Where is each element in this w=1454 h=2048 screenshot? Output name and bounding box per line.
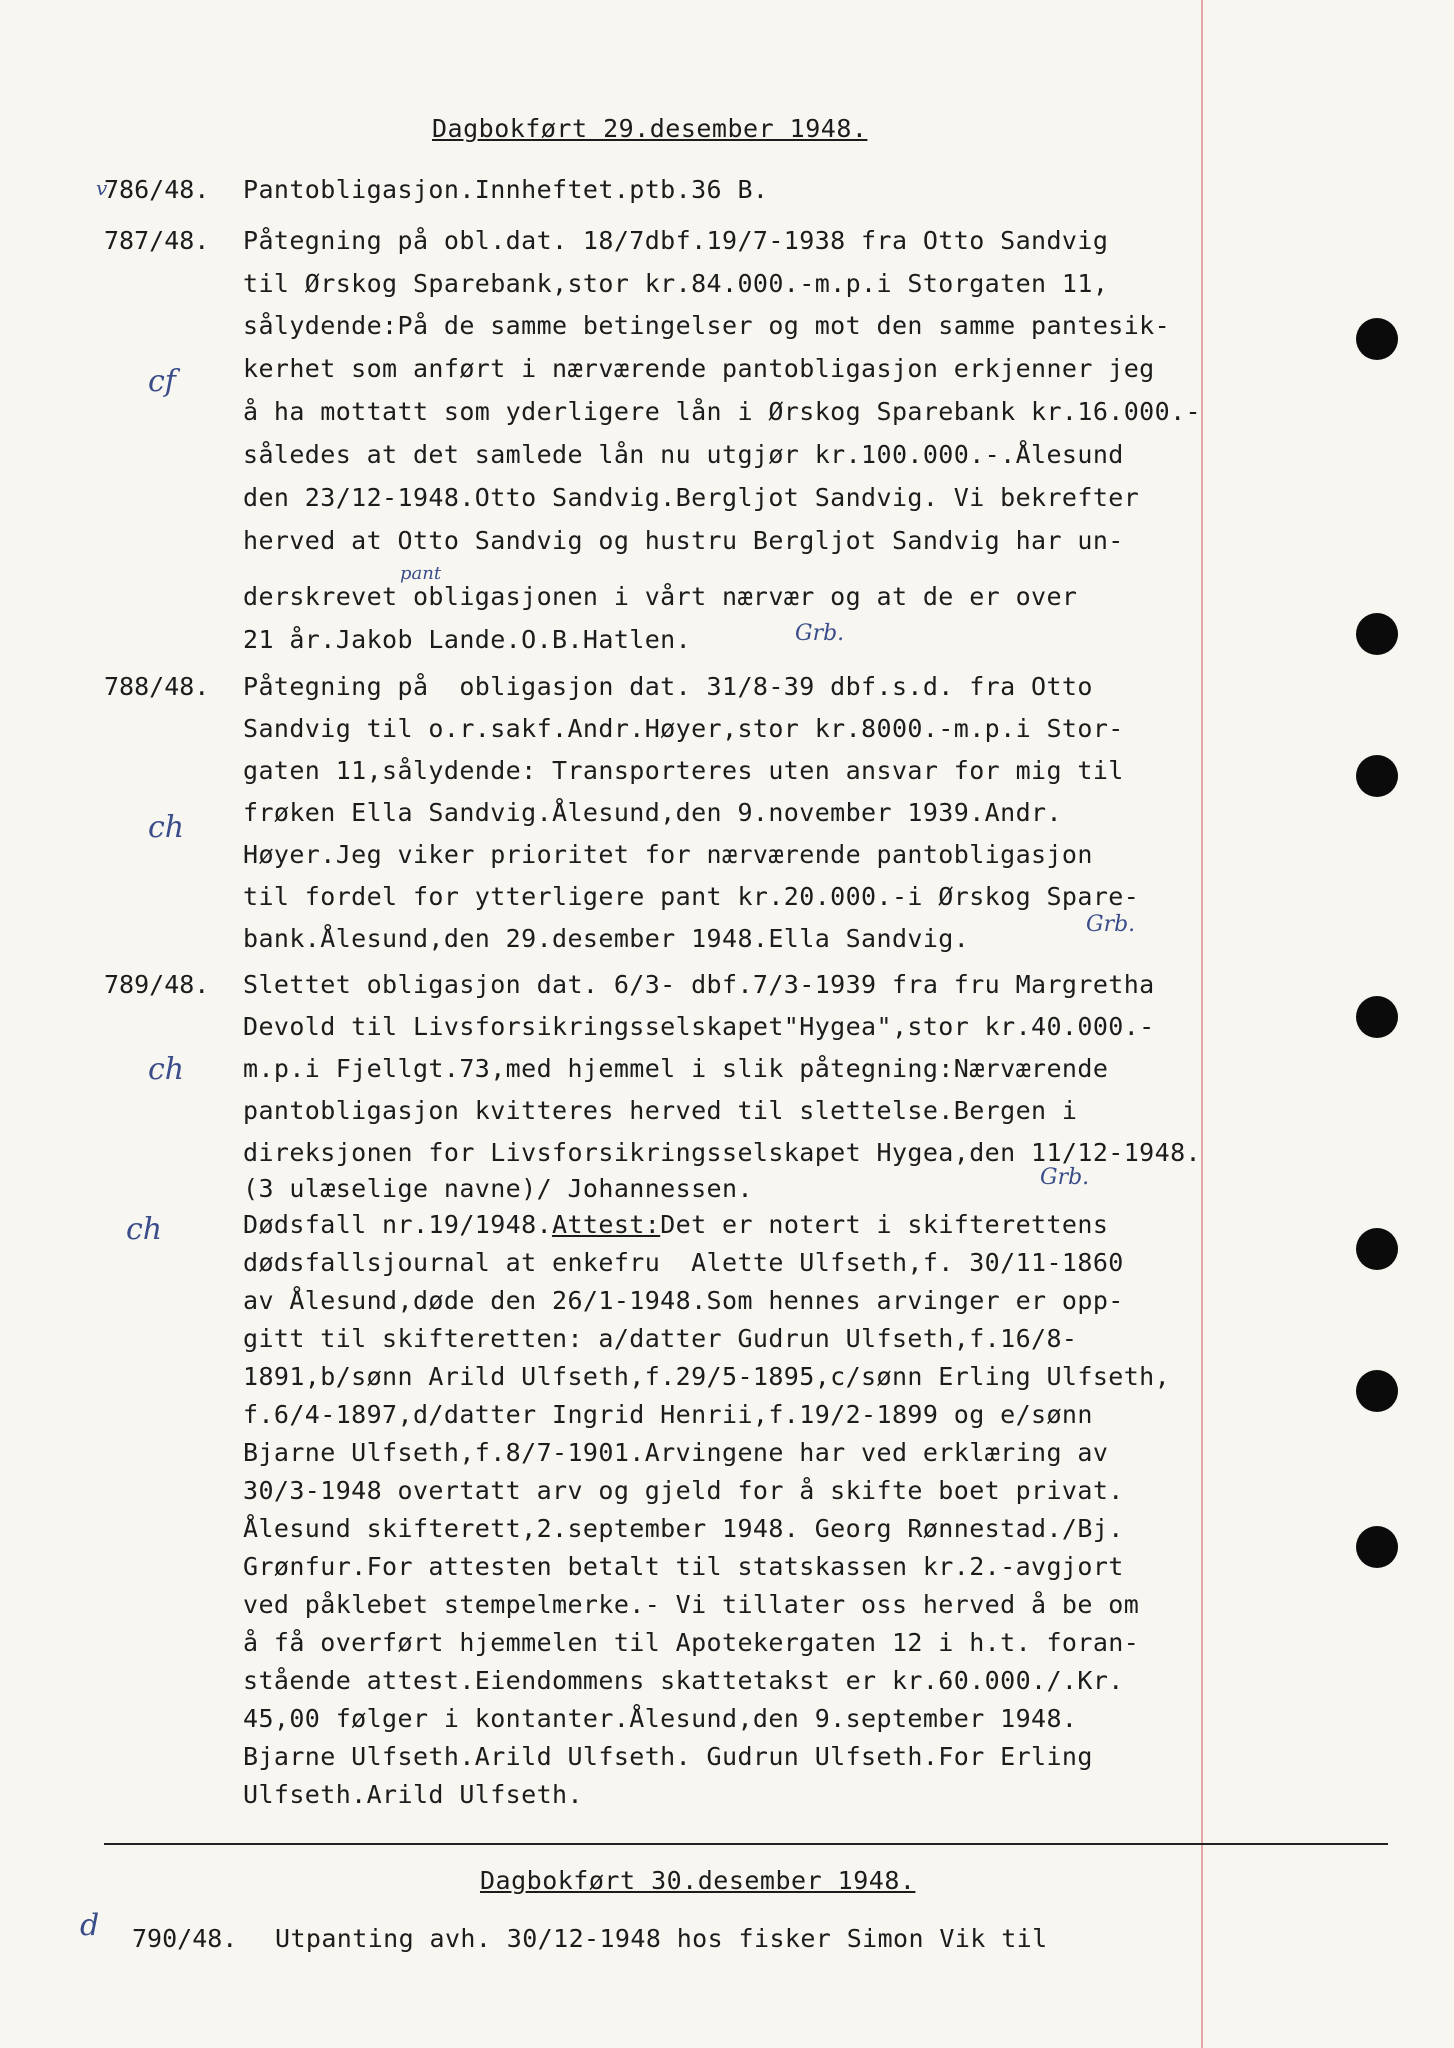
punch-hole bbox=[1356, 755, 1398, 797]
entry-line: gaten 11,sålydende: Transporteres uten ansvar for mig til bbox=[243, 756, 1124, 785]
entry-line: (3 ulæselige navne)/ Johannessen. bbox=[243, 1174, 753, 1203]
margin-initials: ch bbox=[148, 810, 185, 845]
entry-line: Pantobligasjon.Innheftet.ptb.36 B. bbox=[243, 175, 769, 204]
attest-line: å få overført hjemmelen til Apotekergaten 12 i h.t. foran- bbox=[243, 1628, 1140, 1657]
entry-line: til fordel for ytterligere pant kr.20.000.-i Ørskog Spare- bbox=[243, 882, 1140, 911]
attest-line: 30/3-1948 overtatt arv og gjeld for å skifte boet privat. bbox=[243, 1476, 1124, 1505]
check-mark: v bbox=[96, 176, 108, 200]
entry-line: således at det samlede lån nu utgjør kr.100.000.-.Ålesund bbox=[243, 440, 1124, 469]
entry-number: 788/48. bbox=[104, 672, 210, 701]
attest-line: 45,00 følger i kontanter.Ålesund,den 9.september 1948. bbox=[243, 1704, 1078, 1733]
attest-label: Attest: bbox=[552, 1210, 661, 1239]
handwritten-signature: Grb. bbox=[795, 621, 845, 646]
entry-line: den 23/12-1948.Otto Sandvig.Bergljot Sandvig. Vi bekrefter bbox=[243, 483, 1140, 512]
attest-line: Bjarne Ulfseth,f.8/7-1901.Arvingene har ved erklæring av bbox=[243, 1438, 1109, 1467]
entry-line: kerhet som anført i nærværende pantobligasjon erkjenner jeg bbox=[243, 354, 1155, 383]
attest-line: gitt til skifteretten: a/datter Gudrun Ulfseth,f.16/8- bbox=[243, 1324, 1078, 1353]
punch-hole bbox=[1356, 1370, 1398, 1412]
entry-line: Påtegning på obligasjon dat. 31/8-39 dbf.s.d. fra Otto bbox=[243, 672, 1093, 701]
entry-line: Sandvig til o.r.sakf.Andr.Høyer,stor kr.8000.-m.p.i Stor- bbox=[243, 714, 1124, 743]
entry-line: sålydende:På de samme betingelser og mot den samme pantesik- bbox=[243, 311, 1171, 340]
entry-line: Påtegning på obl.dat. 18/7dbf.19/7-1938 fra Otto Sandvig bbox=[243, 226, 1109, 255]
attest-line: Ålesund skifterett,2.september 1948. Georg Rønnestad./Bj. bbox=[243, 1514, 1124, 1543]
entry-line: å ha mottatt som yderligere lån i Ørskog Sparebank kr.16.000.- bbox=[243, 397, 1201, 426]
entry-line: derskrevet obligasjonen i vårt nærvær og at de er over bbox=[243, 582, 1078, 611]
entry-line: Utpanting avh. 30/12-1948 hos fisker Simon Vik til bbox=[275, 1924, 1048, 1953]
entry-line: 21 år.Jakob Lande.O.B.Hatlen. bbox=[243, 625, 692, 654]
margin-line bbox=[1201, 0, 1203, 2048]
entry-number: 787/48. bbox=[104, 226, 210, 255]
margin-initials: d bbox=[80, 1908, 100, 1943]
entry-line: direksjonen for Livsforsikringsselskapet Hygea,den 11/12-1948. bbox=[243, 1138, 1201, 1167]
handwritten-signature: Grb. bbox=[1040, 1165, 1090, 1190]
attest-rest: Det er notert i skifterettens bbox=[660, 1210, 1109, 1239]
margin-initials: cf bbox=[148, 364, 176, 399]
punch-hole bbox=[1356, 613, 1398, 655]
entry-line: bank.Ålesund,den 29.desember 1948.Ella Sandvig. bbox=[243, 924, 970, 953]
heading-dagbok-29: Dagbokført 29.desember 1948. bbox=[432, 114, 868, 143]
attest-first-line bbox=[243, 1210, 1108, 1239]
attest-line: ved påklebet stempelmerke.- Vi tillater oss herved å be om bbox=[243, 1590, 1140, 1619]
punch-hole bbox=[1356, 1526, 1398, 1568]
attest-line: Grønfur.For attesten betalt til statskassen kr.2.-avgjort bbox=[243, 1552, 1124, 1581]
attest-line: dødsfallsjournal at enkefru Alette Ulfseth,f. 30/11-1860 bbox=[243, 1248, 1124, 1277]
punch-hole bbox=[1356, 318, 1398, 360]
entry-line: til Ørskog Sparebank,stor kr.84.000.-m.p.i Storgaten 11, bbox=[243, 269, 1109, 298]
attest-line: stående attest.Eiendommens skattetakst er kr.60.000./.Kr. bbox=[243, 1666, 1124, 1695]
attest-line: Bjarne Ulfseth.Arild Ulfseth. Gudrun Ulfseth.For Erling bbox=[243, 1742, 1093, 1771]
entry-line: frøken Ella Sandvig.Ålesund,den 9.november 1939.Andr. bbox=[243, 798, 1062, 827]
entry-line: m.p.i Fjellgt.73,med hjemmel i slik påtegning:Nærværende bbox=[243, 1054, 1109, 1083]
entry-number: 789/48. bbox=[104, 970, 210, 999]
entry-line: Slettet obligasjon dat. 6/3- dbf.7/3-1939 fra fru Margretha bbox=[243, 970, 1155, 999]
attest-line: 1891,b/sønn Arild Ulfseth,f.29/5-1895,c/sønn Erling Ulfseth, bbox=[243, 1362, 1171, 1391]
section-divider bbox=[104, 1843, 1388, 1845]
margin-initials: ch bbox=[148, 1052, 185, 1087]
attest-line: av Ålesund,døde den 26/1-1948.Som hennes arvinger er opp- bbox=[243, 1286, 1124, 1315]
attest-prefix: Dødsfall nr.19/1948. bbox=[243, 1210, 553, 1239]
margin-initials: ch bbox=[126, 1212, 163, 1247]
entry-line: herved at Otto Sandvig og hustru Bergljot Sandvig har un- bbox=[243, 526, 1124, 555]
attest-line: Ulfseth.Arild Ulfseth. bbox=[243, 1780, 583, 1809]
entry-line: Devold til Livsforsikringsselskapet"Hygea",stor kr.40.000.- bbox=[243, 1012, 1155, 1041]
entry-line: pantobligasjon kvitteres herved til slettelse.Bergen i bbox=[243, 1096, 1078, 1125]
entry-line: Høyer.Jeg viker prioritet for nærværende pantobligasjon bbox=[243, 840, 1093, 869]
handwritten-signature: Grb. bbox=[1086, 912, 1136, 937]
punch-hole bbox=[1356, 996, 1398, 1038]
entry-number: 790/48. bbox=[132, 1924, 238, 1953]
heading-dagbok-30: Dagbokført 30.desember 1948. bbox=[480, 1866, 916, 1895]
punch-hole bbox=[1356, 1228, 1398, 1270]
entry-number: 786/48. bbox=[104, 175, 210, 204]
attest-line: f.6/4-1897,d/datter Ingrid Henrii,f.19/2-1899 og e/sønn bbox=[243, 1400, 1093, 1429]
interlinear-note: pant bbox=[400, 563, 442, 584]
